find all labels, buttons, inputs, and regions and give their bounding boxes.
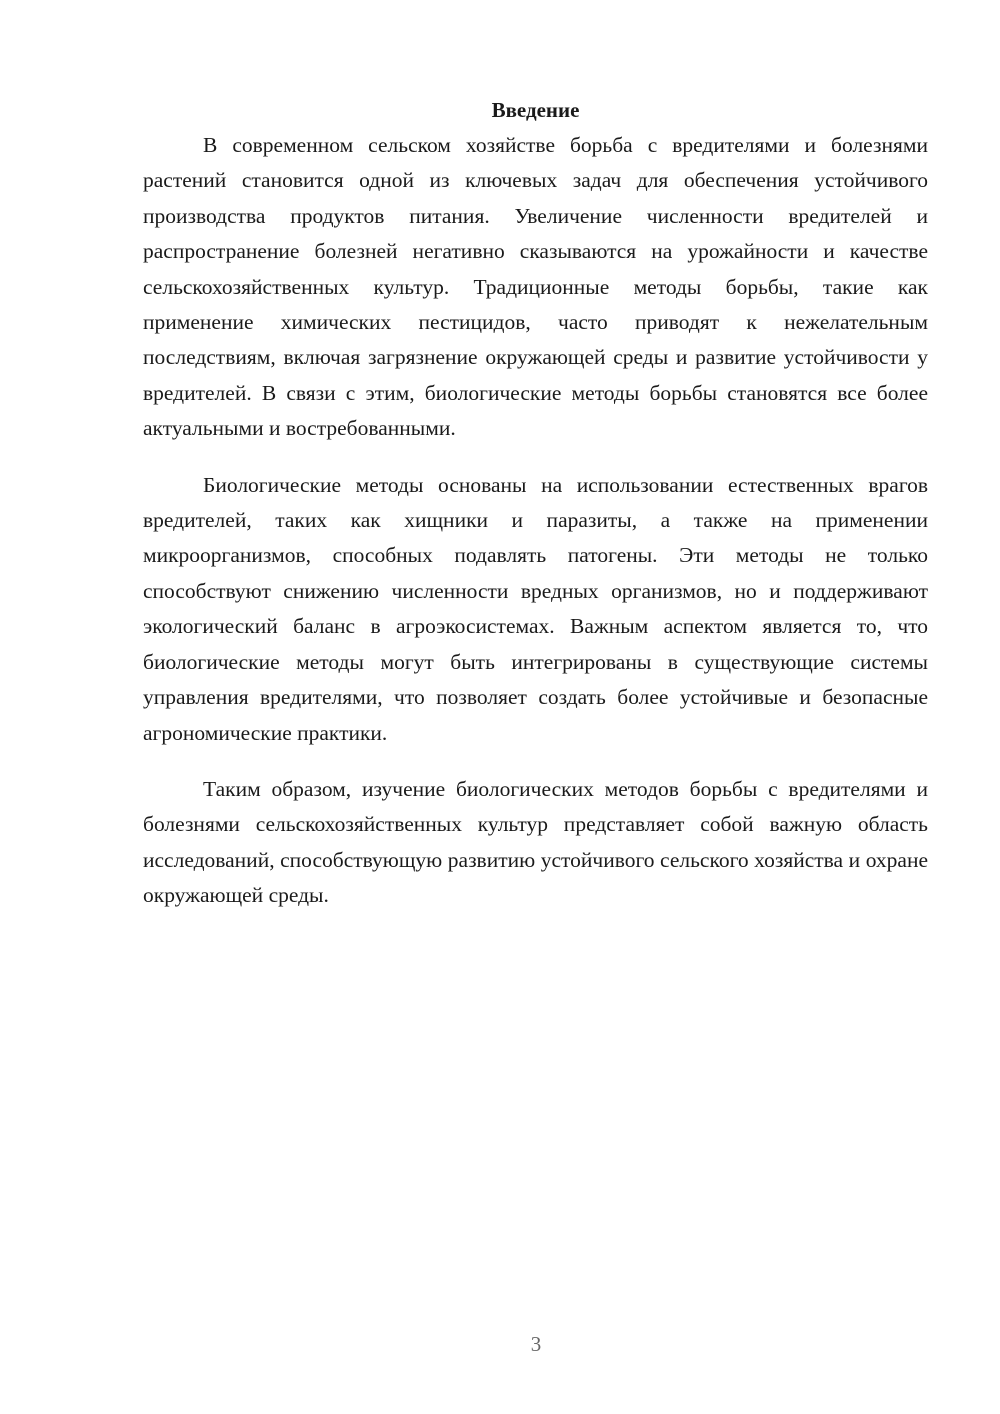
page-content [143, 93, 928, 914]
page-number: 3 [530, 1332, 542, 1356]
section-heading: Введение [491, 98, 580, 122]
paragraph-2: Биологические методы основаны на использовании естественных врагов вредителей, таких как хищники и паразиты, а также на применении микроорганизмов, способных подавлять патогены. Эти методы не только способствуют снижению численности вредных организмов, но и поддерживают экологический баланс в агроэкосистемах. Важным аспектом является то, что биологические методы могут быть интегрированы в существующие системы управления вредителями, что позволяет создать более устойчивые и безопасные агрономические практики. [143, 472, 928, 745]
paragraph-1: В современном сельском хозяйстве борьба с вредителями и болезнями растений становится одной из ключевых задач для обеспечения устойчивого производства продуктов питания. Увеличение численности вредителей и распространение болезней негативно сказываются на урожайности и качестве сельскохозяйственных культур. Традиционные методы борьбы, такие как применение химических пестицидов, часто приводят к нежелательным последствиям, включая загрязнение окружающей среды и развитие устойчивости у вредителей. В связи с этим, биологические методы борьбы становятся все более актуальными и востребованными. [143, 133, 928, 441]
paragraph-3: Таким образом, изучение биологических методов борьбы с вредителями и болезнями сельскохозяйственных культур представляет собой важную область исследований, способствующую развитию устойчивого сельского хозяйства и охране окружающей среды. [143, 776, 928, 908]
